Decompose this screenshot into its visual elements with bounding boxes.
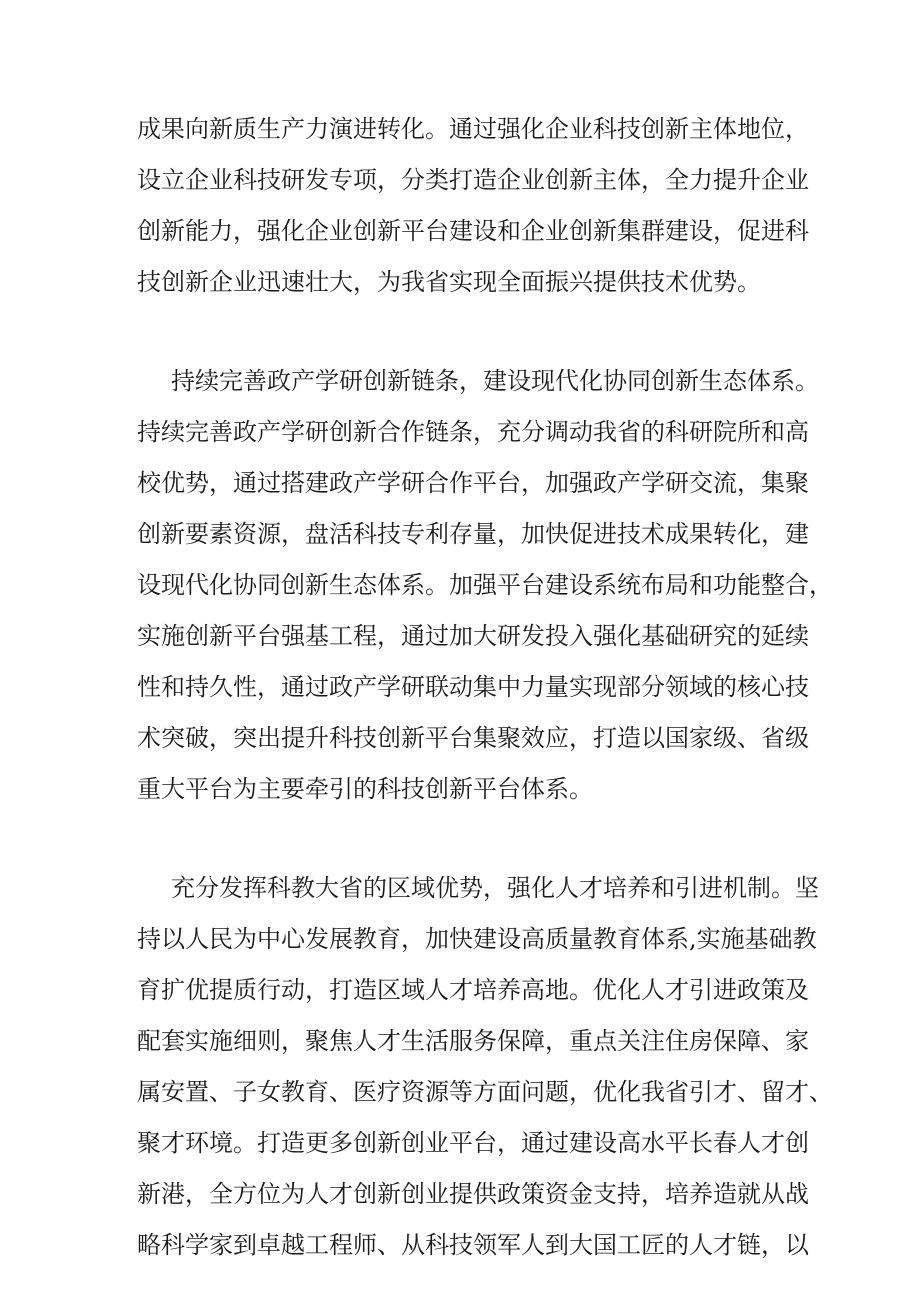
text-line: 充分发挥科教大省的区域优势，强化人才培养和引进机制。坚 bbox=[171, 874, 819, 902]
text-line: 育扩优提质行动，打造区域人才培养高地。优化人才引进政策及 bbox=[137, 976, 809, 1004]
text-line: 新港，全方位为人才创新创业提供政策资金支持，培养造就从战 bbox=[137, 1180, 809, 1208]
text-line: 设立企业科技研发专项，分类打造企业创新主体，全力提升企业 bbox=[137, 166, 809, 194]
text-line: 创新能力，强化企业创新平台建设和企业创新集群建设，促进科 bbox=[137, 217, 809, 245]
text-line: 校优势，通过搭建政产学研合作平台，加强政产学研交流，集聚 bbox=[137, 469, 809, 497]
paragraph-gap bbox=[137, 308, 787, 356]
text-line: 实施创新平台强基工程，通过加大研发投入强化基础研究的延续 bbox=[137, 622, 809, 650]
text-line: 重大平台为主要牵引的科技创新平台体系。 bbox=[137, 775, 593, 803]
text-line: 配套实施细则，聚焦人才生活服务保障，重点关注住房保障、家 bbox=[137, 1027, 809, 1055]
text-line: 术突破，突出提升科技创新平台集聚效应，打造以国家级、省级 bbox=[137, 724, 809, 752]
text-line: 持续完善政产学研创新合作链条，充分调动我省的科研院所和高 bbox=[137, 418, 809, 446]
text-line: 属安置、子女教育、医疗资源等方面问题，优化我省引才、留才、 bbox=[137, 1078, 833, 1106]
text-line: 技创新企业迅速壮大，为我省实现全面振兴提供技术优势。 bbox=[137, 268, 761, 296]
text-line: 创新要素资源，盘活科技专利存量，加快促进技术成果转化，建 bbox=[137, 520, 809, 548]
paragraph-2 bbox=[137, 356, 833, 815]
text-line: 成果向新质生产力演进转化。通过强化企业科技创新主体地位， bbox=[137, 115, 809, 143]
document-body bbox=[137, 104, 833, 1271]
text-line: 设现代化协同创新生态体系。加强平台建设系统布局和功能整合， bbox=[137, 571, 833, 599]
text-line: 聚才环境。打造更多创新创业平台，通过建设高水平长春人才创 bbox=[137, 1129, 809, 1157]
text-line: 性和持久性，通过政产学研联动集中力量实现部分领域的核心技 bbox=[137, 673, 809, 701]
paragraph-1 bbox=[137, 104, 809, 308]
paragraph-3 bbox=[137, 863, 833, 1271]
text-line: 持以人民为中心发展教育，加快建设高质量教育体系,实施基础教 bbox=[137, 925, 817, 953]
paragraph-gap bbox=[137, 815, 787, 863]
text-line: 持续完善政产学研创新链条，建设现代化协同创新生态体系。 bbox=[171, 367, 819, 395]
text-line: 略科学家到卓越工程师、从科技领军人到大国工匠的人才链，以 bbox=[137, 1231, 809, 1259]
